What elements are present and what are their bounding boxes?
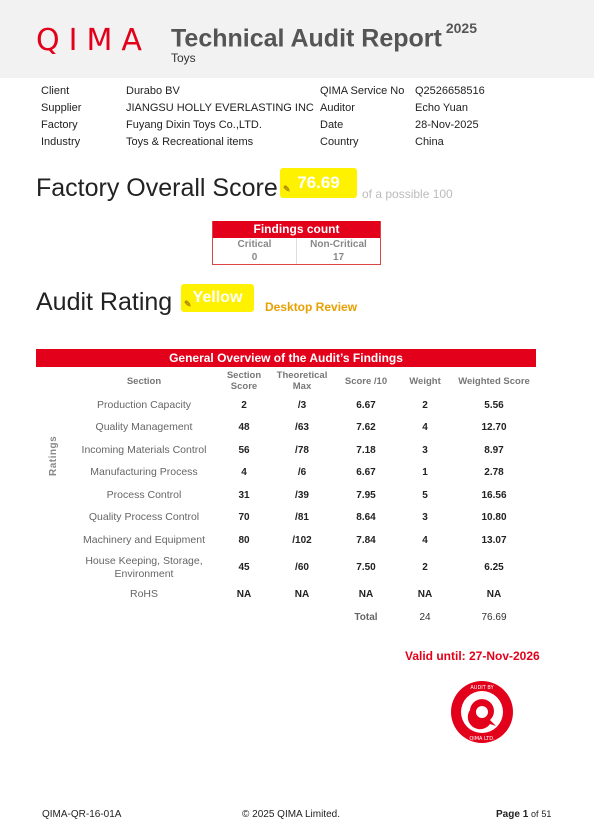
col-header: Section Score: [226, 370, 262, 392]
cell: /102: [292, 534, 312, 546]
cell: NA: [358, 589, 374, 601]
cell: 3: [422, 444, 428, 456]
table-row: [36, 584, 536, 607]
cell: 48: [238, 422, 250, 434]
cell: 5.56: [484, 399, 504, 411]
audit-info: [41, 85, 561, 153]
seal-bottom-text: QIMA LTD.: [469, 736, 495, 742]
cell: /63: [295, 422, 309, 434]
cell: 6.67: [356, 399, 376, 411]
overall-score-label: Factory Overall Score: [36, 174, 278, 202]
report-subtitle: Toys: [171, 51, 196, 65]
cell: 2: [422, 562, 428, 573]
cell: 8.97: [484, 444, 504, 456]
section-name: House Keeping, Storage, Environment: [85, 554, 203, 580]
valid-until: Valid until: 27-Nov-2026: [405, 649, 540, 663]
cell: NA: [294, 589, 310, 601]
footer-copyright: © 2025 QIMA Limited.: [242, 809, 340, 820]
info-value: Fuyang Dixin Toys Co.,LTD.: [126, 119, 262, 131]
qima-logo: QIMA: [36, 23, 151, 58]
cell: 10.80: [481, 512, 507, 524]
col-header: Section: [126, 375, 162, 387]
report-year: 2025: [445, 20, 478, 36]
info-value: China: [415, 136, 444, 148]
overview-title: General Overview of the Audit’s Findings: [36, 349, 536, 367]
overview-header: [36, 349, 536, 367]
seal-top-text: AUDIT BY: [470, 685, 494, 691]
cell: 6.25: [484, 562, 504, 573]
cell: NA: [417, 589, 433, 601]
section-name: Manufacturing Process: [90, 466, 198, 479]
info-row: [41, 136, 561, 153]
cell: 80: [238, 534, 250, 546]
cell: 2: [422, 399, 428, 411]
info-label: Factory: [41, 119, 78, 131]
cell: 45: [238, 562, 250, 573]
section-name: Machinery and Equipment: [83, 533, 205, 546]
cell: 4: [422, 534, 428, 546]
table-row: [36, 439, 536, 462]
cell: /3: [297, 399, 307, 411]
table-row: [36, 462, 536, 485]
audit-rating-highlight: [181, 284, 254, 312]
info-label: Supplier: [41, 102, 82, 114]
review-type: Desktop Review: [265, 300, 358, 314]
cell: 1: [422, 467, 428, 479]
table-row: [36, 484, 536, 507]
info-row: [41, 119, 561, 136]
cell: 7.95: [356, 489, 376, 501]
table-row: [36, 507, 536, 530]
info-value: Q2526658516: [415, 85, 485, 97]
report-header: [0, 0, 594, 78]
cell: 31: [238, 489, 250, 501]
cell: 5: [422, 489, 428, 501]
info-row: [41, 102, 561, 119]
cell: /81: [295, 512, 309, 524]
overall-score-highlight: [280, 168, 357, 198]
col-header: Score /10: [344, 375, 388, 387]
cell: 7.50: [356, 562, 376, 573]
cell: 13.07: [481, 534, 507, 546]
cell: /60: [295, 562, 309, 573]
cell: 7.18: [356, 444, 376, 456]
cell: /39: [295, 489, 309, 501]
cell: 7.84: [356, 534, 376, 546]
findings-count-title: Findings count: [213, 221, 380, 238]
cell: 56: [238, 444, 250, 456]
info-value: Echo Yuan: [415, 102, 469, 114]
info-label: Client: [41, 85, 70, 97]
cell: /78: [295, 444, 309, 456]
noncritical-label: Non-Critical: [310, 239, 367, 250]
total-row: [36, 606, 536, 629]
info-value: 28-Nov-2025: [415, 119, 479, 131]
info-label: Industry: [41, 136, 81, 148]
table-row: [36, 529, 536, 552]
cell: 16.56: [481, 489, 507, 501]
cell: NA: [486, 589, 502, 601]
info-value: Toys & Recreational items: [126, 136, 254, 148]
section-name: RoHS: [129, 588, 158, 601]
col-header: Weighted Score: [458, 375, 530, 387]
audit-rating-value: Yellow: [192, 289, 243, 306]
overview-table: [36, 368, 536, 629]
critical-count: 0: [213, 251, 297, 264]
info-value: Durabo BV: [126, 85, 180, 97]
total-cell: 76.69: [481, 611, 507, 623]
total-cell: 24: [419, 611, 431, 623]
info-row: [41, 85, 561, 102]
col-header: Theoretical Max: [276, 370, 328, 392]
cell: 2: [241, 399, 247, 411]
audit-rating-label: Audit Rating: [36, 288, 173, 316]
info-label: Country: [320, 136, 359, 148]
cell: /6: [297, 467, 307, 479]
overall-score-possible: of a possible 100: [362, 187, 453, 201]
pin-icon: ✎: [283, 184, 291, 194]
footer-page: Page 1 of 51: [496, 809, 552, 820]
table-header-row: [36, 368, 536, 394]
section-name: Quality Process Control: [88, 511, 200, 524]
report-title: Technical Audit Report $^{2025}$: [171, 20, 478, 53]
footer-code: QIMA-QR-16-01A: [42, 809, 122, 820]
ratings-side-label: Ratings: [48, 435, 59, 476]
total-cell: Total: [354, 611, 378, 623]
section-name: Production Capacity: [97, 398, 191, 411]
cell: 8.64: [356, 512, 376, 524]
cell: 2.78: [484, 467, 504, 479]
col-header: Weight: [409, 375, 441, 387]
info-label: Auditor: [320, 102, 355, 114]
info-label: QIMA Service No: [320, 85, 405, 97]
findings-count-box: [212, 221, 381, 265]
audit-seal-icon: [450, 680, 514, 744]
critical-label: Critical: [213, 238, 297, 251]
cell: NA: [236, 589, 252, 601]
cell: 6.67: [356, 467, 376, 479]
pin-icon: ✎: [184, 299, 192, 309]
cell: 3: [422, 512, 428, 524]
cell: 7.62: [356, 422, 376, 434]
cell: 4: [422, 422, 428, 434]
cell: 4: [241, 467, 247, 479]
cell: 12.70: [481, 422, 507, 434]
info-value: JIANGSU HOLLY EVERLASTING INC: [126, 102, 314, 114]
info-label: Date: [320, 119, 344, 131]
overall-score-value: 76.69: [297, 173, 340, 192]
table-row: [36, 552, 536, 584]
section-name: Quality Management: [95, 421, 193, 434]
table-row: [36, 417, 536, 440]
section-name: Incoming Materials Control: [81, 443, 207, 456]
section-name: Process Control: [106, 488, 182, 501]
table-row: [36, 394, 536, 417]
cell: 70: [238, 512, 250, 524]
noncritical-count: 17: [332, 252, 345, 263]
